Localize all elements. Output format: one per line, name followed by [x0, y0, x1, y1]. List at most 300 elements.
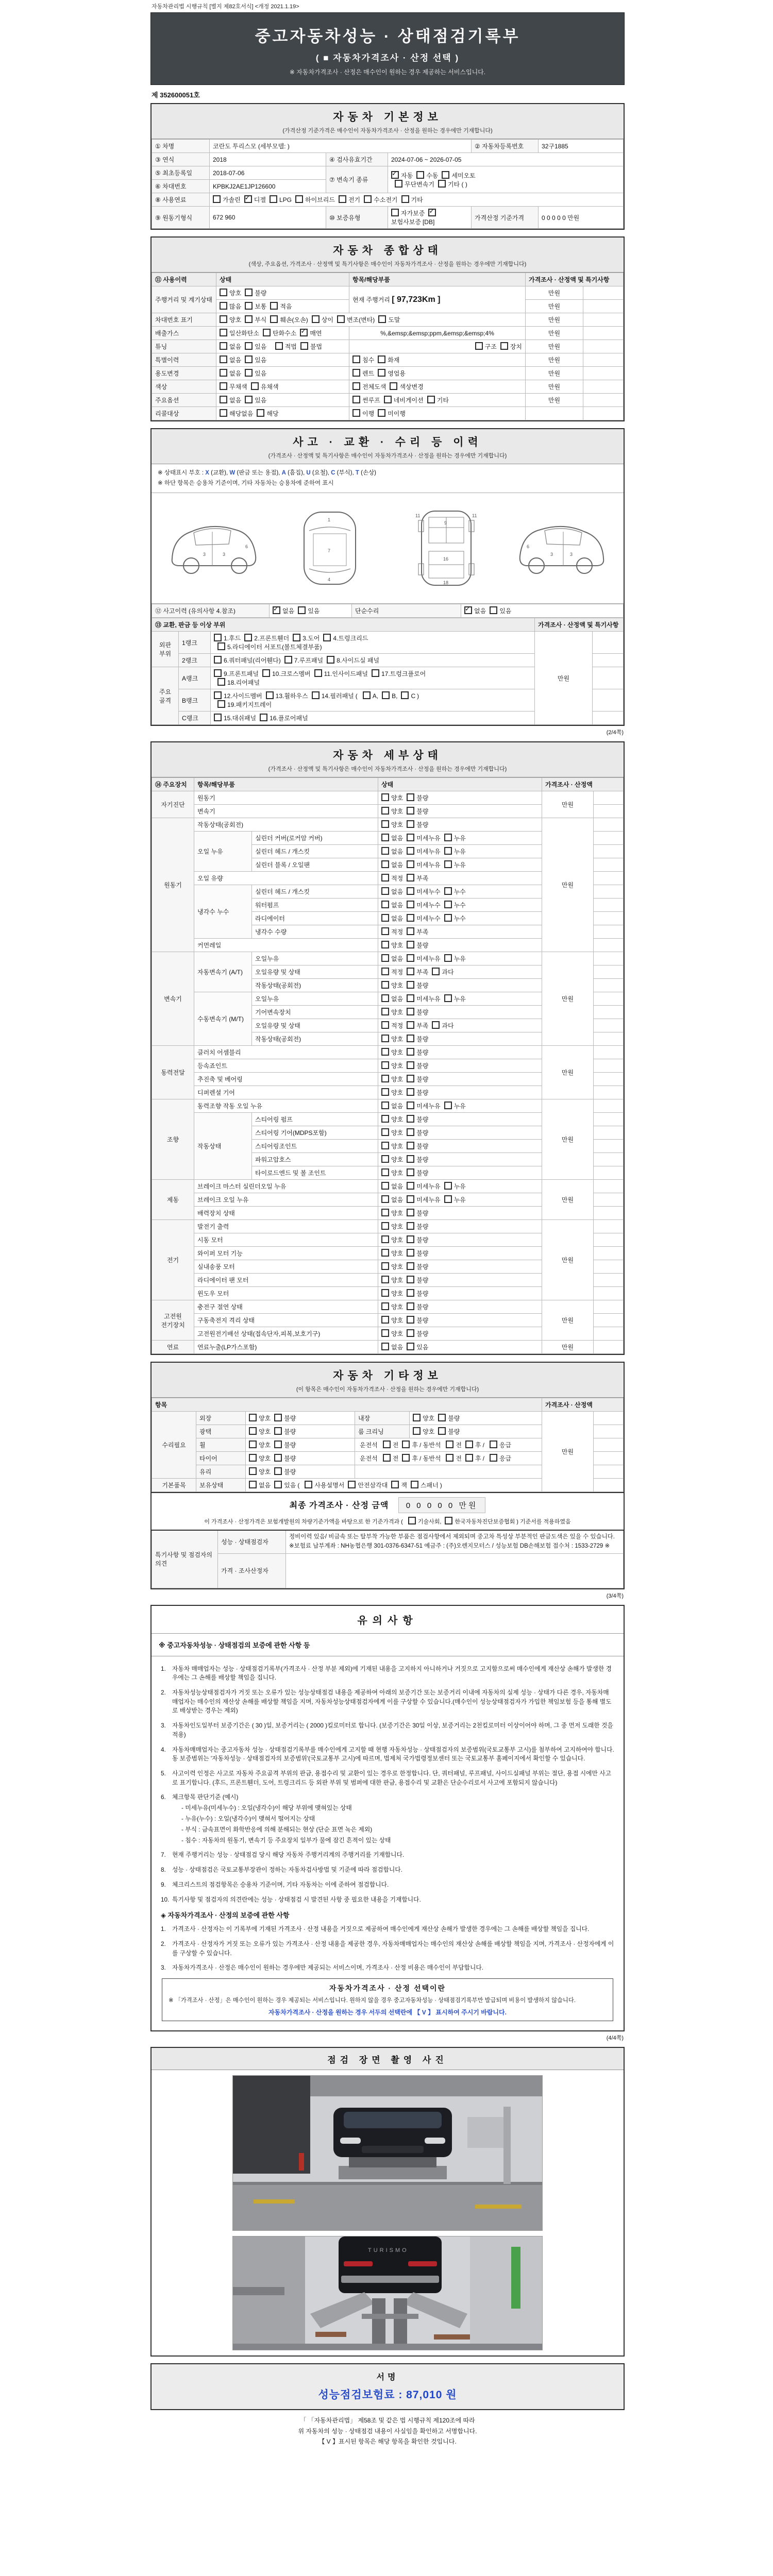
- note-cell: [594, 1059, 624, 1073]
- section-etc-header: [152, 1363, 624, 1398]
- checkbox-icon[interactable]: [407, 1168, 414, 1176]
- checkbox-icon[interactable]: [438, 1427, 446, 1435]
- checkbox-icon[interactable]: [402, 1440, 410, 1448]
- checkbox-icon[interactable]: [383, 1440, 391, 1448]
- checkbox-icon[interactable]: [407, 1209, 414, 1216]
- checkbox-icon[interactable]: [432, 1021, 440, 1029]
- checkbox-icon[interactable]: [444, 1101, 452, 1109]
- checkbox-icon[interactable]: [432, 968, 440, 975]
- checkbox-icon[interactable]: [413, 1427, 421, 1435]
- checkbox-icon[interactable]: [220, 329, 227, 336]
- checkbox-option: [462, 1455, 481, 1462]
- checkbox-icon[interactable]: [245, 302, 253, 310]
- checkbox-icon[interactable]: [381, 927, 389, 935]
- checkbox-icon[interactable]: [381, 1008, 389, 1015]
- checkbox-icon[interactable]: [323, 634, 331, 641]
- checkbox-icon[interactable]: [407, 1008, 414, 1015]
- checkbox-icon[interactable]: [244, 634, 252, 641]
- detail-condition-table: [152, 777, 624, 1354]
- checkbox-option: [352, 397, 380, 404]
- checkbox-icon[interactable]: [378, 355, 385, 363]
- checkbox-icon[interactable]: [214, 669, 222, 677]
- checkbox-icon[interactable]: [381, 834, 389, 841]
- checkbox-icon[interactable]: [442, 171, 449, 179]
- checkbox-icon[interactable]: [465, 1454, 473, 1462]
- check-options: [378, 1126, 542, 1140]
- checkbox-option: [486, 1442, 511, 1449]
- checkbox-icon[interactable]: [413, 1414, 421, 1421]
- checkbox-icon[interactable]: [214, 714, 222, 721]
- checkbox-option: [381, 1022, 403, 1029]
- checkbox-icon[interactable]: [407, 954, 414, 962]
- checkbox-icon[interactable]: [270, 195, 277, 203]
- checkbox-icon[interactable]: [407, 874, 414, 882]
- checkbox-icon[interactable]: [411, 1481, 418, 1488]
- checkbox-icon[interactable]: [490, 1440, 497, 1448]
- checkbox-icon[interactable]: [446, 1454, 453, 1462]
- checkbox-icon[interactable]: [249, 1454, 257, 1462]
- option-label: 수동: [426, 172, 439, 179]
- checkbox-icon[interactable]: [245, 289, 253, 296]
- checkbox-icon[interactable]: [249, 1481, 257, 1488]
- option-label: 사용설명서: [314, 1482, 345, 1489]
- checkbox-icon[interactable]: [407, 968, 414, 975]
- checkbox-icon[interactable]: [407, 994, 414, 1002]
- note-cell: [583, 394, 624, 407]
- checkbox-icon[interactable]: [213, 195, 221, 203]
- checkbox-icon[interactable]: [381, 1168, 389, 1176]
- checkbox-icon[interactable]: [381, 1021, 389, 1029]
- checkbox-icon[interactable]: [381, 1222, 389, 1230]
- checkbox-icon[interactable]: [220, 355, 227, 363]
- checkbox-icon[interactable]: [245, 342, 253, 350]
- checkbox-icon[interactable]: [381, 1035, 389, 1042]
- checkbox-option: [381, 995, 403, 1003]
- exterior-options: [246, 1412, 355, 1425]
- checkbox-icon[interactable]: [381, 1235, 389, 1243]
- inspection-photo-rear: [232, 2236, 543, 2350]
- checkbox-icon[interactable]: [381, 1249, 389, 1257]
- checkbox-icon[interactable]: [251, 382, 259, 390]
- checkbox-icon[interactable]: [381, 1142, 389, 1149]
- checkbox-icon[interactable]: [402, 1454, 410, 1462]
- checkbox-icon[interactable]: [395, 180, 402, 188]
- car-damage-diagrams: [152, 493, 624, 604]
- checkbox-icon[interactable]: [381, 1209, 389, 1216]
- checkbox-icon[interactable]: [305, 1481, 312, 1488]
- option-label: 침수: [362, 357, 375, 364]
- checkbox-icon[interactable]: [270, 302, 278, 310]
- checkbox-icon[interactable]: [427, 396, 435, 403]
- row-label: 유리: [196, 1465, 246, 1479]
- note-cell: [594, 912, 624, 925]
- checkbox-icon[interactable]: [217, 700, 225, 708]
- checkbox-icon[interactable]: [245, 315, 253, 323]
- checkbox-icon[interactable]: [245, 396, 253, 403]
- checkbox-icon[interactable]: [381, 847, 389, 855]
- checkbox-icon[interactable]: [407, 1101, 414, 1109]
- checkbox-icon[interactable]: [339, 195, 346, 203]
- checkbox-icon[interactable]: [381, 954, 389, 962]
- checkbox-option: [441, 861, 466, 869]
- checkbox-icon[interactable]: [407, 1195, 414, 1203]
- checkbox-icon[interactable]: [262, 669, 270, 677]
- checkbox-icon[interactable]: [274, 1454, 282, 1462]
- checkbox-icon[interactable]: [249, 1414, 257, 1421]
- note-cell: [594, 992, 624, 1006]
- check-item-label: 오일유량 및 상태: [252, 965, 378, 979]
- option-label: 없음: [391, 861, 404, 869]
- note-cell: [594, 1113, 624, 1126]
- checkbox-icon[interactable]: [445, 1517, 452, 1524]
- checkbox-icon[interactable]: [407, 1235, 414, 1243]
- checkbox-icon[interactable]: [381, 807, 389, 815]
- checkbox-icon[interactable]: [381, 1075, 389, 1082]
- checkbox-icon[interactable]: [298, 606, 306, 614]
- checkbox-icon[interactable]: [407, 793, 414, 801]
- checkbox-icon[interactable]: [364, 195, 372, 203]
- checkbox-icon[interactable]: [407, 1302, 414, 1310]
- price-cell: 만원: [542, 952, 594, 1046]
- checkbox-icon[interactable]: [500, 342, 508, 350]
- option-label: 불량: [416, 1263, 429, 1271]
- checkbox-icon[interactable]: [312, 315, 320, 323]
- checkbox-icon[interactable]: [391, 209, 399, 216]
- checkbox-icon[interactable]: [381, 941, 389, 948]
- checkbox-option: [486, 1455, 511, 1462]
- checkbox-icon[interactable]: [444, 847, 452, 855]
- checkbox-option: [403, 1330, 428, 1337]
- checkbox-icon[interactable]: [352, 382, 360, 390]
- checkbox-icon[interactable]: [391, 1481, 399, 1488]
- checkbox-icon[interactable]: [274, 1427, 282, 1435]
- checkbox-icon[interactable]: [490, 1454, 497, 1462]
- checkbox-icon[interactable]: [407, 834, 414, 841]
- checkbox-checked-icon[interactable]: [428, 209, 436, 216]
- checkbox-icon[interactable]: [381, 1088, 389, 1096]
- checkbox-icon[interactable]: [220, 396, 227, 403]
- checkbox-icon[interactable]: [352, 409, 360, 417]
- checkbox-icon[interactable]: [407, 1222, 414, 1230]
- glass-options: [246, 1465, 355, 1479]
- price-notice-item: 1. 가격조사 · 산정자는 이 기록부에 기재된 가격조사 · 산정 내용을 거짓으로 제공하여 매수인에게 재산상 손해가 발생한 경우에는 그 손해를 배상할 책임을 집니다.: [161, 1925, 590, 1933]
- checkbox-icon[interactable]: [407, 1329, 414, 1337]
- checkbox-icon[interactable]: [407, 1155, 414, 1163]
- checkbox-icon[interactable]: [381, 1115, 389, 1123]
- checkbox-option: [381, 1183, 403, 1190]
- option-label: 8.사이드실 패널: [337, 657, 380, 665]
- checkbox-icon[interactable]: [383, 1454, 391, 1462]
- checkbox-icon[interactable]: [401, 691, 409, 699]
- option-label: 없음: [229, 370, 242, 377]
- checkbox-icon[interactable]: [327, 656, 334, 664]
- checkbox-icon[interactable]: [438, 180, 446, 188]
- checkbox-icon[interactable]: [274, 1481, 282, 1488]
- check-options: [378, 1166, 542, 1180]
- checkbox-icon[interactable]: [381, 1048, 389, 1056]
- checkbox-icon[interactable]: [408, 1517, 416, 1524]
- checkbox-checked-icon[interactable]: [391, 171, 399, 179]
- checkbox-icon[interactable]: [444, 901, 452, 908]
- price-cell: 만원: [542, 1412, 594, 1492]
- checkbox-icon[interactable]: [407, 1343, 414, 1350]
- checkbox-icon[interactable]: [249, 1440, 257, 1448]
- detail-row: [152, 952, 624, 965]
- checkbox-icon[interactable]: [407, 807, 414, 815]
- checkbox-icon[interactable]: [407, 1276, 414, 1283]
- checkbox-icon[interactable]: [407, 1021, 414, 1029]
- checkbox-option: [272, 343, 297, 350]
- checkbox-icon[interactable]: [407, 914, 414, 922]
- checkbox-icon[interactable]: [438, 1414, 446, 1421]
- checkbox-option: [403, 915, 440, 922]
- checkbox-icon[interactable]: [274, 1467, 282, 1475]
- checkbox-icon[interactable]: [475, 342, 483, 350]
- checkbox-icon[interactable]: [407, 887, 414, 895]
- checkbox-icon[interactable]: [381, 981, 389, 989]
- check-item-label: 와이퍼 모터 기능: [194, 1247, 378, 1260]
- checkbox-icon[interactable]: [407, 927, 414, 935]
- checkbox-icon[interactable]: [444, 834, 452, 841]
- checkbox-icon[interactable]: [381, 1329, 389, 1337]
- checkbox-icon[interactable]: [407, 820, 414, 828]
- checkbox-option: [403, 1049, 428, 1056]
- checkbox-icon[interactable]: [381, 820, 389, 828]
- checkbox-icon[interactable]: [381, 994, 389, 1002]
- checkbox-icon[interactable]: [444, 914, 452, 922]
- checkbox-checked-icon[interactable]: [244, 195, 252, 203]
- checkbox-icon[interactable]: [381, 1061, 389, 1069]
- checkbox-icon[interactable]: [220, 382, 227, 390]
- checkbox-icon[interactable]: [217, 678, 225, 686]
- checkbox-icon[interactable]: [214, 656, 222, 664]
- checkbox-icon[interactable]: [312, 691, 320, 699]
- checkbox-icon[interactable]: [381, 1128, 389, 1136]
- checkbox-icon[interactable]: [274, 1440, 282, 1448]
- note-cell: [594, 1465, 624, 1479]
- checkbox-icon[interactable]: [381, 887, 389, 895]
- option-label: 없음: [391, 1196, 404, 1204]
- note-cell: [594, 1452, 624, 1465]
- checkbox-icon[interactable]: [381, 1195, 389, 1203]
- checkbox-icon[interactable]: [407, 1249, 414, 1257]
- checkbox-icon[interactable]: [352, 355, 360, 363]
- checkbox-option: [273, 607, 294, 615]
- checkbox-icon[interactable]: [407, 1115, 414, 1123]
- checkbox-icon[interactable]: [295, 195, 303, 203]
- checkbox-icon[interactable]: [407, 1061, 414, 1069]
- checkbox-icon[interactable]: [407, 1035, 414, 1042]
- checkbox-icon[interactable]: [407, 1142, 414, 1149]
- checkbox-icon[interactable]: [214, 691, 222, 699]
- checkbox-icon[interactable]: [444, 1195, 452, 1203]
- checkbox-option: [403, 902, 440, 909]
- checkbox-option: [391, 181, 434, 188]
- checkbox-option: [403, 794, 428, 802]
- option-label: 누유: [453, 1103, 466, 1110]
- check-item-label: 오일누유: [252, 952, 378, 965]
- option-label: 불량: [416, 1009, 429, 1016]
- check-item-label: 스티어링 펌프: [252, 1113, 378, 1126]
- checkbox-icon[interactable]: [300, 342, 308, 350]
- checkbox-icon[interactable]: [407, 1289, 414, 1297]
- checkbox-icon[interactable]: [260, 714, 267, 721]
- checkbox-icon[interactable]: [444, 1182, 452, 1190]
- option-label: 불량: [416, 1250, 429, 1258]
- checkbox-option: [214, 635, 241, 642]
- checkbox-icon[interactable]: [314, 669, 322, 677]
- checkbox-icon[interactable]: [381, 1343, 389, 1350]
- option-text: /: [482, 1442, 484, 1449]
- option-label: 불량: [416, 1223, 429, 1231]
- checkbox-icon[interactable]: [407, 1048, 414, 1056]
- checkbox-icon[interactable]: [444, 954, 452, 962]
- checkbox-icon[interactable]: [407, 901, 414, 908]
- checkbox-option: [441, 995, 466, 1003]
- checkbox-icon[interactable]: [381, 1101, 389, 1109]
- checkbox-option: [403, 1263, 428, 1270]
- checkbox-option: [434, 181, 467, 188]
- checkbox-icon[interactable]: [490, 606, 497, 614]
- checkbox-checked-icon[interactable]: [273, 606, 280, 614]
- checkbox-icon[interactable]: [381, 1276, 389, 1283]
- checkbox-icon[interactable]: [381, 914, 389, 922]
- checkbox-icon[interactable]: [381, 860, 389, 868]
- checkbox-icon[interactable]: [257, 409, 264, 417]
- checkbox-option: [391, 210, 425, 217]
- checkbox-icon[interactable]: [337, 315, 345, 323]
- checkbox-icon[interactable]: [381, 1316, 389, 1324]
- checkbox-icon[interactable]: [390, 382, 397, 390]
- check-options: [378, 1180, 542, 1193]
- checkbox-icon[interactable]: [220, 302, 227, 310]
- checkbox-icon[interactable]: [407, 1075, 414, 1082]
- note-cell: [594, 845, 624, 858]
- checkbox-icon[interactable]: [381, 968, 389, 975]
- check-options: [378, 818, 542, 832]
- checkbox-option: [464, 607, 486, 615]
- checkbox-icon[interactable]: [214, 634, 222, 641]
- option-label: 부족: [416, 1022, 429, 1030]
- registration-number-value: 32구1885: [539, 140, 624, 153]
- checkbox-icon[interactable]: [444, 994, 452, 1002]
- checkbox-icon[interactable]: [446, 1440, 453, 1448]
- checkbox-icon[interactable]: [249, 1467, 257, 1475]
- checkbox-icon[interactable]: [249, 1427, 257, 1435]
- checkbox-icon[interactable]: [384, 396, 392, 403]
- checkbox-icon[interactable]: [378, 409, 385, 417]
- option-label: 있음: [308, 607, 320, 615]
- option-label: 9.프론트패널: [224, 670, 259, 678]
- checkbox-option: [397, 692, 415, 700]
- select-box-line: ※ 「가격조사 · 산정」은 매수인이 원하는 경우 제공되는 서비스입니다. 원하지 않을 경우 중고자동차성능 · 상태점검기록부만 발급되며 비용이 발생하지 않습니다.: [169, 1997, 576, 2004]
- checkbox-icon[interactable]: [363, 691, 371, 699]
- checkbox-icon[interactable]: [220, 342, 227, 350]
- checkbox-icon[interactable]: [407, 1316, 414, 1324]
- checkbox-checked-icon[interactable]: [464, 606, 472, 614]
- checkbox-option: [398, 1442, 418, 1449]
- checkbox-icon[interactable]: [352, 396, 360, 403]
- checkbox-icon[interactable]: [382, 691, 390, 699]
- basic-info-table: [152, 139, 624, 229]
- checkbox-icon[interactable]: [381, 1302, 389, 1310]
- checkbox-icon[interactable]: [407, 1182, 414, 1190]
- checkbox-icon[interactable]: [444, 887, 452, 895]
- checkbox-option: [441, 902, 466, 909]
- checkbox-icon[interactable]: [293, 634, 300, 641]
- checkbox-icon[interactable]: [220, 315, 227, 323]
- checkbox-icon[interactable]: [352, 369, 360, 377]
- checkbox-icon[interactable]: [407, 1262, 414, 1270]
- note-cell: [583, 300, 624, 313]
- checkbox-icon[interactable]: [381, 901, 389, 908]
- checkbox-icon[interactable]: [220, 409, 227, 417]
- option-label: 양호: [391, 808, 404, 816]
- checkbox-icon[interactable]: [266, 691, 274, 699]
- checkbox-icon[interactable]: [401, 195, 409, 203]
- checkbox-icon[interactable]: [245, 355, 253, 363]
- checkbox-option: [271, 1468, 296, 1476]
- checkbox-icon[interactable]: [270, 315, 278, 323]
- checkbox-option: [428, 969, 453, 976]
- checkbox-option: [403, 982, 428, 989]
- section-overall-title: 자동차 종합상태: [333, 245, 442, 257]
- checkbox-icon[interactable]: [217, 642, 225, 650]
- checkbox-icon[interactable]: [284, 656, 292, 664]
- checkbox-icon[interactable]: [372, 669, 379, 677]
- option-text: 운전석: [360, 1442, 378, 1449]
- checkbox-icon[interactable]: [407, 847, 414, 855]
- option-label: 없음: [391, 888, 404, 896]
- checkbox-icon[interactable]: [275, 342, 283, 350]
- checkbox-icon[interactable]: [465, 1440, 473, 1448]
- checkbox-icon[interactable]: [220, 369, 227, 377]
- checkbox-icon[interactable]: [416, 171, 424, 179]
- checkbox-icon[interactable]: [220, 289, 227, 296]
- checkbox-icon[interactable]: [378, 315, 386, 323]
- option-label: 없음: [391, 1344, 404, 1351]
- checkbox-option: [381, 1103, 403, 1110]
- checkbox-icon[interactable]: [407, 1128, 414, 1136]
- checkbox-icon[interactable]: [381, 1155, 389, 1163]
- option-label: 양호: [229, 316, 242, 324]
- checkbox-icon[interactable]: [274, 1414, 282, 1421]
- checkbox-icon[interactable]: [381, 1262, 389, 1270]
- checkbox-icon[interactable]: [407, 1088, 414, 1096]
- checkbox-icon[interactable]: [381, 874, 389, 882]
- row-label: 특별이력: [152, 353, 216, 367]
- notice-sub-item: - 누유(누수) : 오일(냉각수)이 맺혀서 떨어지는 상태: [181, 1815, 315, 1822]
- checkbox-icon[interactable]: [378, 369, 385, 377]
- checkbox-icon[interactable]: [407, 860, 414, 868]
- checkbox-icon[interactable]: [381, 793, 389, 801]
- checkbox-icon[interactable]: [263, 329, 271, 336]
- checkbox-option: [281, 657, 323, 664]
- checkbox-checked-icon[interactable]: [300, 329, 308, 336]
- checkbox-icon[interactable]: [381, 1289, 389, 1297]
- checkbox-option: [403, 1170, 428, 1177]
- check-options: [378, 965, 542, 979]
- option-label: 부식: [255, 316, 267, 324]
- checkbox-icon[interactable]: [245, 369, 253, 377]
- notice-item: 3. 자동차인도일부터 보증기간은 ( 30 )일, 보증거리는 ( 2000 )킬로미터로 합니다. (보증기간은 30일 이상, 보증거리는 2천킬로미터 이상이어야 하며, 그 중 먼저 도래한 것을 적용): [161, 1722, 613, 1738]
- check-item-label: 시동 모터: [194, 1233, 378, 1247]
- checkbox-icon[interactable]: [407, 941, 414, 948]
- checkbox-icon[interactable]: [381, 1182, 389, 1190]
- checkbox-icon[interactable]: [444, 860, 452, 868]
- checkbox-icon[interactable]: [407, 981, 414, 989]
- checkbox-icon[interactable]: [348, 1481, 356, 1488]
